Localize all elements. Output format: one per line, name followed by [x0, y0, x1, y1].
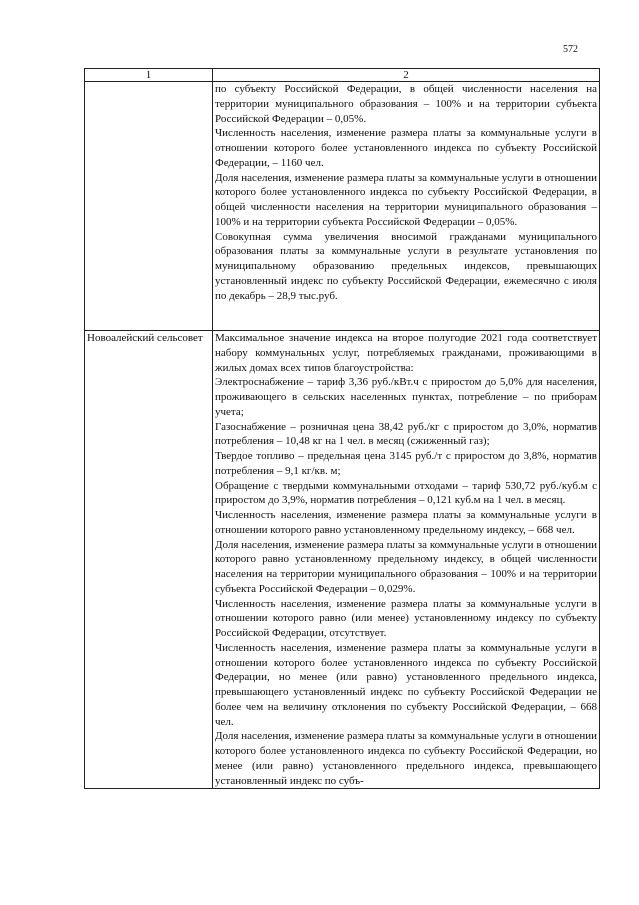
paragraph: Доля населения, изменение размера платы за коммунальные услуги в отношении которого более установленного индекса по субъекту Российской Федерации, но менее (или равно) установленного предельного индекса, превышающего установленный индекс по субъ-	[215, 730, 597, 787]
table-header-row	[85, 69, 600, 82]
column-header-2: 2	[213, 69, 600, 82]
description-cell	[213, 331, 600, 789]
paragraph: Совокупная сумма увеличения вносимой гражданами муниципального образования платы за коммунальные услуги в результате установления по муниципальному образованию предельных индексов, превышающих установленный индекс по субъекту Российской Федерации, ежемесячно с июля по декабрь – 28,9 тыс.руб.	[215, 230, 597, 302]
data-table	[84, 68, 600, 789]
paragraph: по субъекту Российской Федерации, в общей численности населения на территории муниципального образования – 100% и на территории субъекта Российской Федерации – 0,05%.	[215, 83, 597, 125]
description-cell	[213, 82, 600, 331]
paragraph: Максимальное значение индекса на второе полугодие 2021 года соответствует набору коммунальных услуг, потребляемых гражданами, проживающими в жилых домах всех типов благоустройства:	[215, 332, 597, 374]
paragraph: Газоснабжение – розничная цена 38,42 руб./кг с приростом до 3,0%, норматив потребления – 10,48 кг на 1 чел. в месяц (сжиженный газ);	[215, 420, 597, 448]
municipality-cell	[85, 82, 213, 331]
column-header-1: 1	[85, 69, 213, 82]
paragraph: Твердое топливо – предельная цена 3145 руб./т с приростом до 3,8%, норматив потребления – 9,1 кг/кв. м;	[215, 450, 597, 477]
paragraph: Доля населения, изменение размера платы за коммунальные услуги в отношении которого равно установленному предельному индексу, в общей численности населения на территории муниципального образования – 100% и на территории субъекта Российской Федерации – 0,029%.	[215, 538, 597, 595]
paragraph: Доля населения, изменение размера платы за коммунальные услуги в отношении которого более установленного индекса по субъекту Российской Федерации, в общей численности населения на территории муниципального образования – 100% и на территории субъекта Российской Федерации – 0,05%.	[215, 171, 597, 228]
paragraph: Численность населения, изменение размера платы за коммунальные услуги в отношении которого более установленного индекса по субъекту Российской Федерации, – 1160 чел.	[215, 127, 597, 169]
paragraph: Электроснабжение – тариф 3,36 руб./кВт.ч с приростом до 5,0% для населения, проживающего в сельских населенных пунктах, потребление – по приборам учета;	[215, 376, 597, 418]
table-row	[85, 82, 600, 331]
table-row	[85, 331, 600, 789]
municipality-cell: Новоалейский сельсовет	[85, 331, 213, 789]
paragraph: Численность населения, изменение размера платы за коммунальные услуги в отношении которого более установленного индекса по субъекту Российской Федерации, но менее (или равно) установленного предельного индекса, превышающего установленный индекс по субъекту Российской Федерации не более чем на величину отклонения по субъекту Российской Федерации, – 668 чел.	[215, 641, 597, 728]
paragraph: Обращение с твердыми коммунальными отходами – тариф 530,72 руб./куб.м с приростом до 3,9%, норматив потребления – 0,121 куб.м на 1 чел. в месяц.	[215, 479, 597, 507]
paragraph: Численность населения, изменение размера платы за коммунальные услуги в отношении которого равно (или менее) установленному индексу по субъекту Российской Федерации, отсутствует.	[215, 597, 597, 639]
page-number: 572	[563, 44, 578, 55]
paragraph: Численность населения, изменение размера платы за коммунальные услуги в отношении которого равно установленному предельному индексу, – 668 чел.	[215, 509, 597, 536]
